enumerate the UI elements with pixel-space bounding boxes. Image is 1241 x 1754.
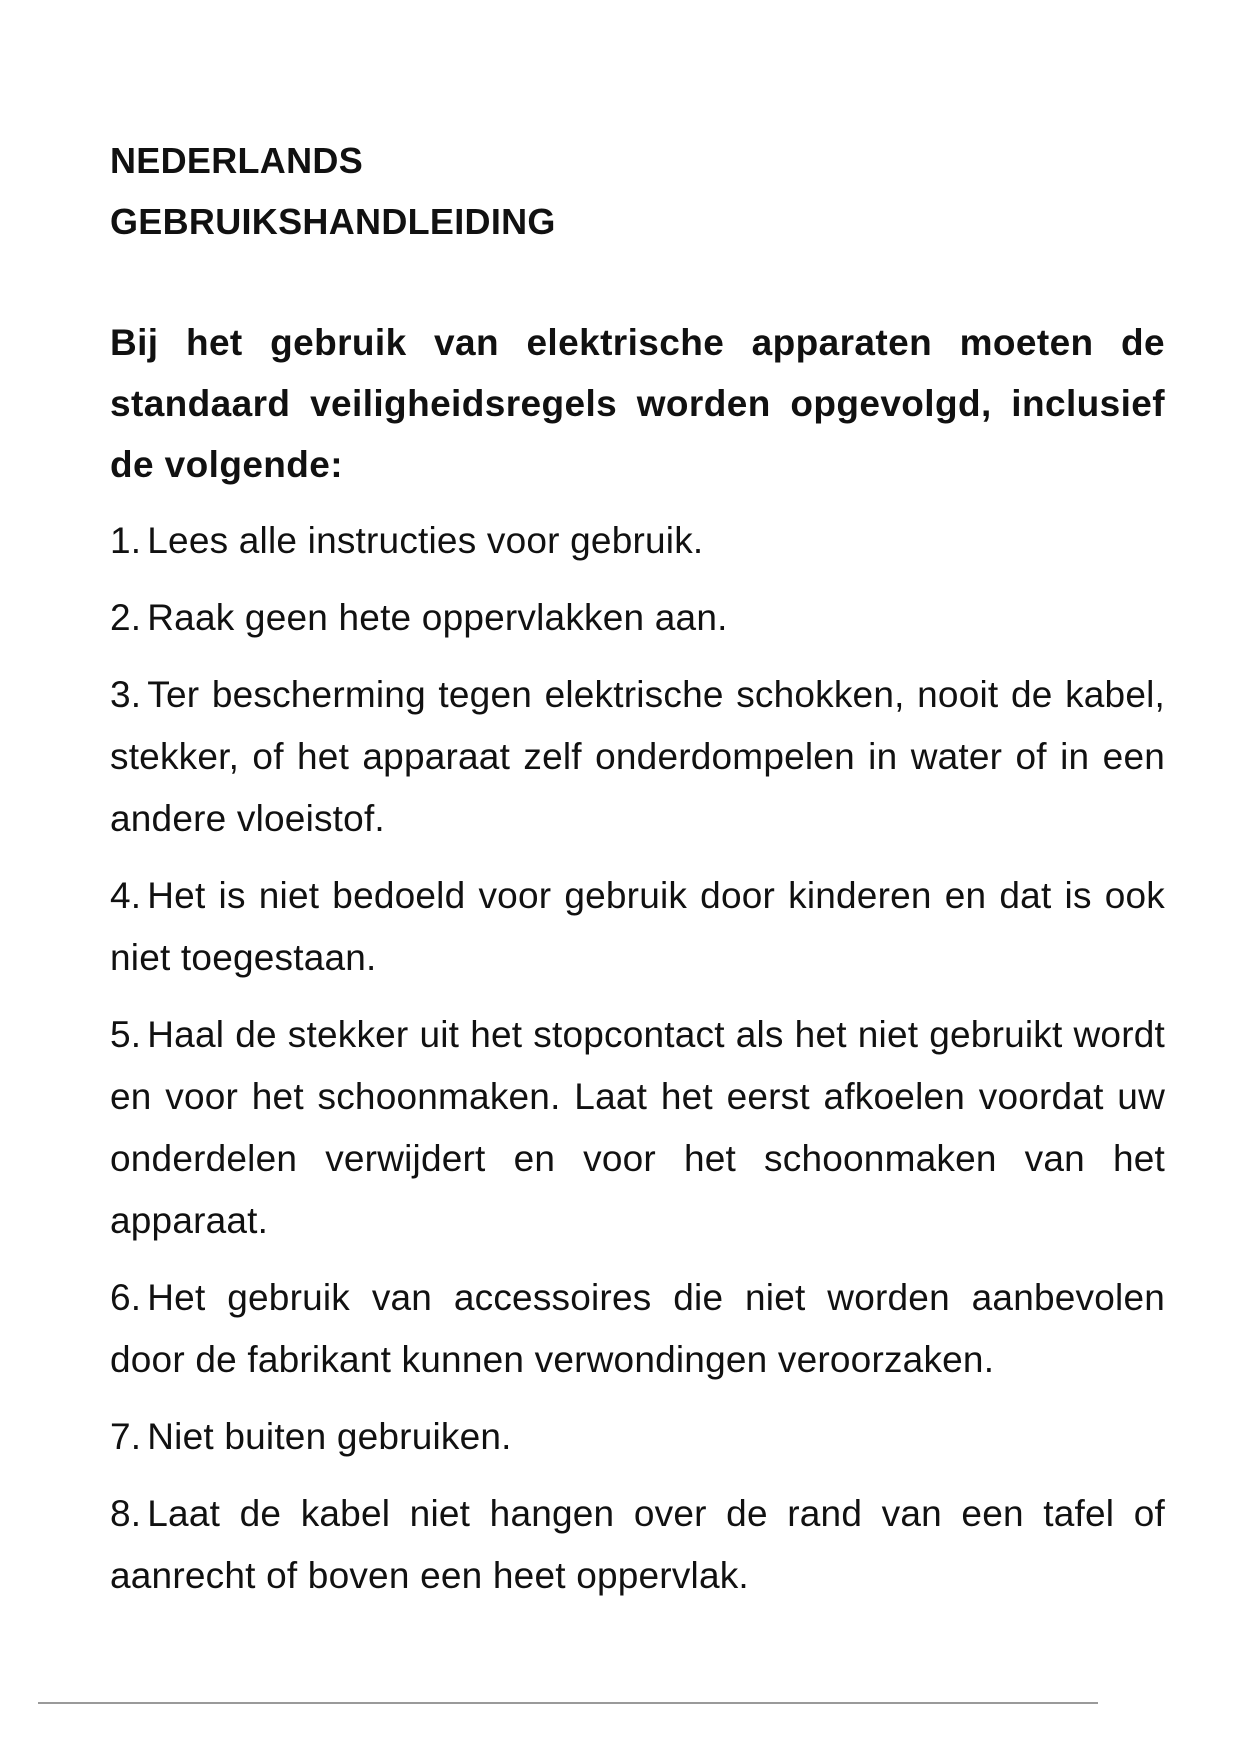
rule-number: 2. bbox=[110, 597, 142, 638]
rule-text: Haal de stekker uit het stopcontact als het niet gebruikt wordt en voor het schoonmaken. Laat het eerst afkoelen voordat uw onderdelen verwijdert en voor het schoonmaken van het apparaat. bbox=[110, 1014, 1165, 1241]
safety-intro: Bij het gebruik van elektrische apparaten moeten de standaard veiligheidsregels worden opgevolgd, inclusief de volgende: bbox=[110, 322, 1165, 485]
language-heading: NEDERLANDS bbox=[110, 140, 364, 181]
safety-rule-5 bbox=[110, 1004, 1165, 1252]
safety-rule-3 bbox=[110, 664, 1165, 850]
safety-rule-1 bbox=[110, 510, 1165, 572]
safety-rule-6 bbox=[110, 1267, 1165, 1391]
rule-text: Niet buiten gebruiken. bbox=[147, 1416, 512, 1457]
rule-number: 3. bbox=[110, 674, 142, 715]
rule-text: Lees alle instructies voor gebruik. bbox=[147, 520, 704, 561]
rule-text: Laat de kabel niet hangen over de rand van een tafel of aanrecht of boven een heet oppervlak. bbox=[110, 1493, 1165, 1596]
rule-text: Het is niet bedoeld voor gebruik door kinderen en dat is ook niet toegestaan. bbox=[110, 875, 1165, 978]
rule-number: 7. bbox=[110, 1416, 142, 1457]
safety-rule-7 bbox=[110, 1406, 1165, 1468]
manual-page bbox=[110, 130, 1165, 1607]
rule-number: 8. bbox=[110, 1493, 142, 1534]
rule-number: 6. bbox=[110, 1277, 142, 1318]
rule-text: Ter bescherming tegen elektrische schokken, nooit de kabel, stekker, of het apparaat zelf onderdompelen in water of in een andere vloeistof. bbox=[110, 674, 1165, 839]
rule-number: 4. bbox=[110, 875, 142, 916]
page-title: GEBRUIKSHANDLEIDING bbox=[110, 201, 556, 242]
rule-text: Het gebruik van accessoires die niet worden aanbevolen door de fabrikant kunnen verwondingen veroorzaken. bbox=[110, 1277, 1165, 1380]
rule-number: 5. bbox=[110, 1014, 142, 1055]
safety-rule-4 bbox=[110, 865, 1165, 989]
safety-rule-2 bbox=[110, 587, 1165, 649]
rule-number: 1. bbox=[110, 520, 142, 561]
safety-rules-list bbox=[110, 510, 1165, 1607]
rule-text: Raak geen hete oppervlakken aan. bbox=[147, 597, 728, 638]
footer-divider bbox=[38, 1702, 1098, 1704]
safety-rule-8 bbox=[110, 1483, 1165, 1607]
